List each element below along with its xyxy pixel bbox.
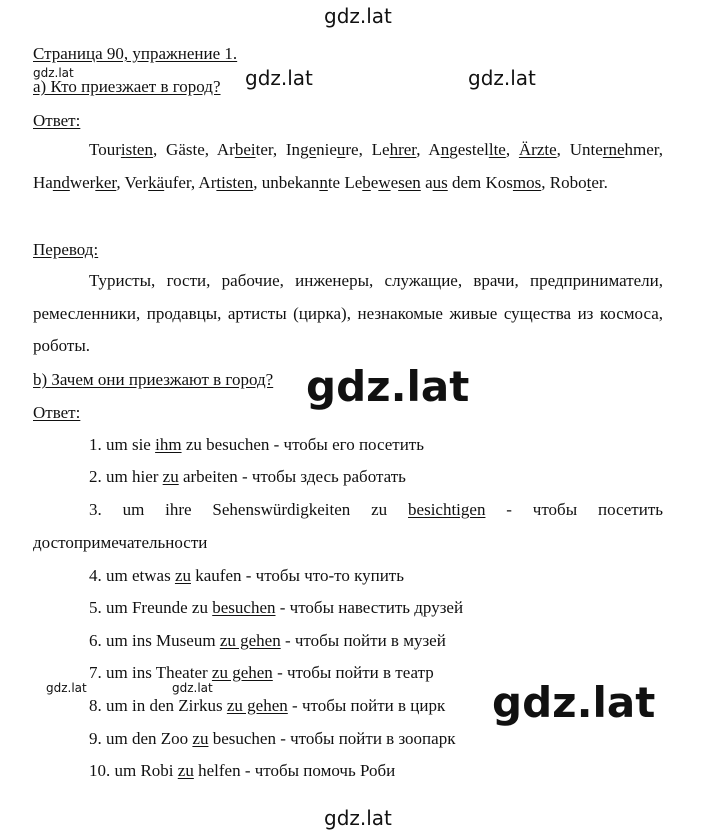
underlined-text: zu	[177, 761, 194, 780]
underlined-text: n	[440, 140, 450, 159]
text-run: kaufen - чтобы что-то купить	[190, 566, 404, 585]
text-run: arbeiten - чтобы здесь работать	[178, 467, 406, 486]
underlined-text: n	[319, 172, 328, 192]
text-run: 9. um den Zoo	[89, 729, 193, 748]
underlined-text: t	[586, 172, 592, 192]
underlined-text: besichtigen	[408, 500, 486, 519]
text-run: nie	[316, 140, 337, 159]
underlined-text: b	[362, 172, 371, 192]
answer-item	[89, 761, 395, 781]
text-run: 2. um hier	[89, 467, 163, 486]
text-run: 7. um ins Theater	[89, 663, 212, 682]
text-run: helfen - чтобы помочь Роби	[193, 761, 396, 780]
text-run: zu besuchen - чтобы его посетить	[181, 435, 424, 454]
text-run: ,	[505, 140, 519, 159]
question-a: a) Кто приезжает в город?	[33, 77, 221, 96]
underlined-text: zu gehen	[211, 663, 273, 682]
underlined-text: sen	[398, 172, 421, 192]
text-run: er.	[591, 172, 608, 192]
text-run: ufer, Ar	[164, 172, 217, 192]
text-run: , A	[416, 140, 441, 159]
text-run: e	[390, 172, 399, 192]
answer-item	[89, 729, 455, 749]
underlined-text: zu	[192, 729, 209, 748]
underlined-text: hrer	[389, 140, 417, 159]
underlined-text: u	[336, 140, 346, 159]
text-run: ter, In	[255, 140, 301, 159]
page-header: Страница 90, упражнение 1.	[33, 44, 238, 63]
text-run: - чтобы навестить друзей	[275, 598, 464, 617]
answer-item	[89, 500, 663, 520]
underlined-text: ihm	[155, 435, 182, 454]
text-run: 10. um Robi	[89, 761, 178, 780]
underlined-text: besuchen	[212, 598, 276, 617]
text-run: , Ver	[116, 172, 149, 192]
answer-item	[89, 631, 446, 651]
underlined-text: kä	[148, 172, 165, 192]
underlined-text: zu	[162, 467, 179, 486]
underlined-text: mos	[512, 172, 542, 192]
watermark: gdz.lat	[492, 678, 656, 727]
answer-a-text	[33, 134, 663, 199]
answer-item	[89, 696, 445, 716]
text-run: wer	[69, 172, 96, 192]
text-run: Tour	[89, 140, 121, 159]
answer-item	[89, 598, 463, 618]
text-run: , Gäste, Ar	[152, 140, 235, 159]
underlined-text: us	[432, 172, 448, 192]
answer-item-continuation	[33, 533, 207, 553]
underlined-text: bei	[234, 140, 256, 159]
answer-item	[89, 566, 404, 586]
text-run: e	[370, 172, 379, 192]
underlined-text: rne	[602, 140, 625, 159]
text-run: 8. um in den Zirkus	[89, 696, 227, 715]
text-run: - чтобы пойти в театр	[272, 663, 434, 682]
underlined-text: ge	[300, 140, 317, 159]
text-run: 5. um Freunde zu	[89, 598, 213, 617]
text-run: besuchen - чтобы пойти в зоопарк	[208, 729, 456, 748]
text-run: - чтобы пойти в цирк	[287, 696, 446, 715]
text-run: gestel	[449, 140, 489, 159]
underlined-text: Ärzte	[518, 140, 557, 159]
underlined-text: zu	[174, 566, 191, 585]
text-run: te Le	[327, 172, 363, 192]
text-run: dem Kos	[447, 172, 513, 192]
text-run: , unbekan	[253, 172, 320, 192]
watermark: gdz.lat	[245, 66, 313, 90]
watermark: gdz.lat	[172, 681, 213, 695]
underlined-text: tisten	[216, 172, 254, 192]
watermark: gdz.lat	[33, 66, 74, 80]
underlined-text: sten	[125, 140, 153, 159]
watermark: gdz.lat	[324, 806, 392, 830]
underlined-text: zu gehen	[219, 631, 281, 650]
answer-label-b: Ответ:	[33, 403, 81, 422]
text-run: - чтобы посетить	[485, 500, 663, 519]
underlined-text: lte	[488, 140, 506, 159]
text-run: re, Le	[345, 140, 390, 159]
answer-item	[89, 435, 424, 455]
text-run: - чтобы пойти в музей	[280, 631, 446, 650]
watermark: gdz.lat	[468, 66, 536, 90]
underlined-text: i	[120, 140, 126, 159]
underlined-text: nd	[52, 172, 70, 192]
watermark: gdz.lat	[306, 362, 470, 411]
translation-text: Туристы, гости, рабочие, инженеры, служащие, врачи, предприниматели, ремесленники, продавцы, артисты (цирка), незнакомые живые существа из космоса, роботы.	[33, 271, 663, 355]
text-run: 4. um etwas	[89, 566, 175, 585]
text-run: , Robo	[541, 172, 587, 192]
underlined-text: w	[378, 172, 391, 192]
watermark: gdz.lat	[46, 681, 87, 695]
text-run: 1. um sie	[89, 435, 156, 454]
translation-label: Перевод:	[33, 240, 99, 259]
underlined-text: ker	[95, 172, 117, 192]
text-run: a	[420, 172, 433, 192]
text-run: 3. um ihre Sehenswürdigkeiten zu	[89, 500, 409, 519]
answer-item	[89, 467, 406, 487]
text-run: 6. um ins Museum	[89, 631, 220, 650]
answer-item	[89, 663, 434, 683]
watermark: gdz.lat	[324, 4, 392, 28]
question-b: b) Зачем они приезжают в город?	[33, 370, 274, 389]
underlined-text: zu gehen	[226, 696, 288, 715]
text-run: достопримечательности	[33, 533, 208, 552]
text-run: hmer, Ha	[33, 140, 663, 192]
answer-label-a: Ответ:	[33, 111, 81, 130]
text-run: , Unte	[556, 140, 603, 159]
